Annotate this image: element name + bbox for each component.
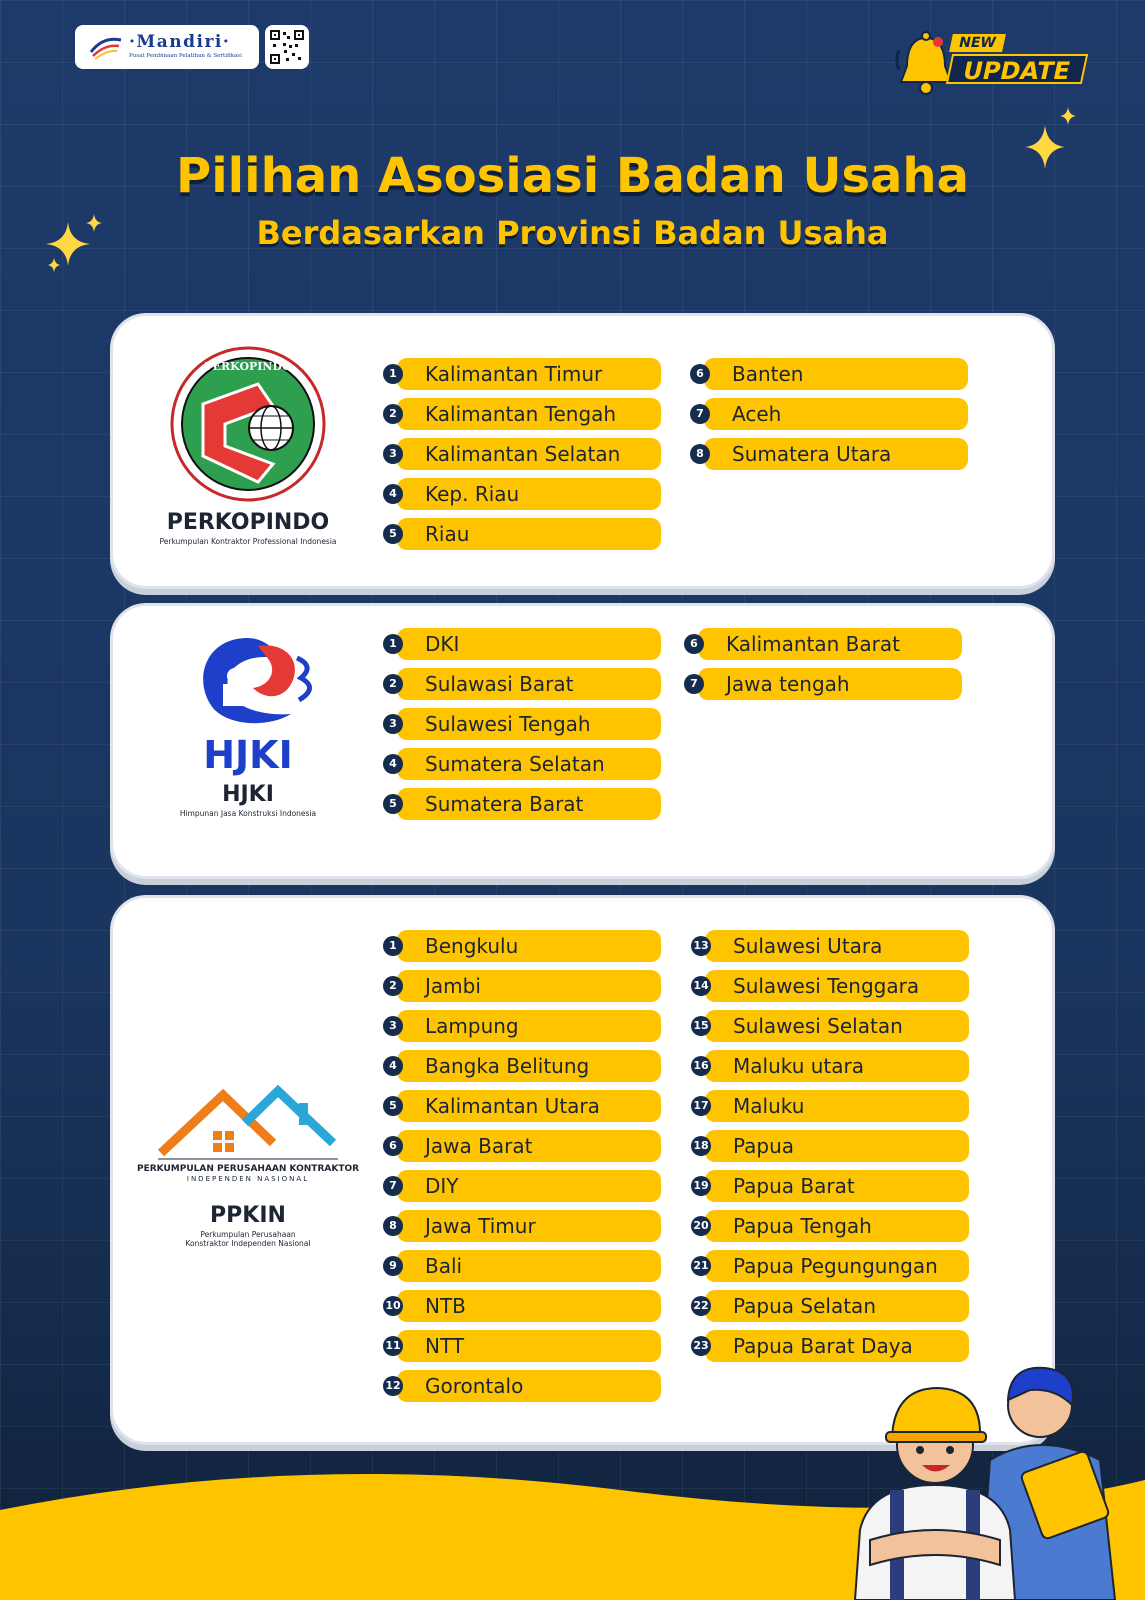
province-item: 6 Banten	[704, 358, 968, 390]
brand-logo	[75, 25, 259, 69]
province-item: 22 Papua Selatan	[705, 1290, 969, 1322]
page-subtitle: Berdasarkan Provinsi Badan Usaha	[256, 214, 889, 252]
province-item: 8 Sumatera Utara	[704, 438, 968, 470]
province-item: 6 Jawa Barat	[397, 1130, 661, 1162]
ppkin-logo	[136, 1083, 360, 1248]
province-list-col-2	[696, 358, 968, 478]
association-name: HJKI	[222, 782, 274, 807]
province-item: 18 Papua	[705, 1130, 969, 1162]
ppkin-house-icon	[136, 1083, 360, 1183]
province-item: 21 Papua Pegungungan	[705, 1250, 969, 1282]
province-item: 3 Sulawesi Tengah	[397, 708, 661, 740]
province-item: 5 Sumatera Barat	[397, 788, 661, 820]
province-item: 3 Lampung	[397, 1010, 661, 1042]
province-item: 5 Kalimantan Utara	[397, 1090, 661, 1122]
province-item: 7 Jawa tengah	[698, 668, 962, 700]
association-name: PERKOPINDO	[166, 510, 330, 535]
province-item: 15 Sulawesi Selatan	[705, 1010, 969, 1042]
construction-workers-illustration	[850, 1360, 1125, 1600]
brand-tagline: Pusat Pembinaan Pelatihan & Sertifikasi	[129, 53, 242, 60]
province-item: 2 Sulawasi Barat	[397, 668, 661, 700]
qr-code-icon[interactable]	[265, 25, 309, 69]
province-item: 7 DIY	[397, 1170, 661, 1202]
hjki-logo-text: HJKI	[203, 733, 293, 777]
perkopindo-logo	[143, 346, 353, 546]
province-item: 1 Kalimantan Timur	[397, 358, 661, 390]
province-item: 7 Aceh	[704, 398, 968, 430]
province-list-col-1	[385, 930, 661, 1410]
new-update-badge	[893, 30, 1098, 100]
province-item: 19 Papua Barat	[705, 1170, 969, 1202]
brand-name: ·Mandiri·	[129, 32, 231, 53]
badge-update-label: UPDATE	[946, 54, 1088, 84]
association-full-name: Perkumpulan Perusahaan Konstraktor Independen Nasional	[185, 1230, 311, 1248]
province-item: 1 DKI	[397, 628, 661, 660]
association-full-name: Perkumpulan Kontraktor Professional Indonesia	[159, 537, 337, 546]
province-item: 4 Bangka Belitung	[397, 1050, 661, 1082]
province-item: 8 Jawa Timur	[397, 1210, 661, 1242]
province-item: 9 Bali	[397, 1250, 661, 1282]
province-item: 3 Kalimantan Selatan	[397, 438, 661, 470]
province-item: 12 Gorontalo	[397, 1370, 661, 1402]
province-item: 1 Bengkulu	[397, 930, 661, 962]
province-item: 4 Kep. Riau	[397, 478, 661, 510]
province-item: 2 Jambi	[397, 970, 661, 1002]
badge-new-label: NEW	[949, 34, 1006, 52]
province-item: 17 Maluku	[705, 1090, 969, 1122]
perkopindo-ring-text: PERKOPINDO	[204, 360, 292, 373]
perkopindo-emblem-icon	[163, 346, 333, 506]
province-item: 14 Sulawesi Tenggara	[705, 970, 969, 1002]
province-item: 6 Kalimantan Barat	[698, 628, 962, 660]
ppkin-logo-line1: PERKUMPULAN PERUSAHAAN KONTRAKTOR	[136, 1164, 360, 1174]
province-item: 2 Kalimantan Tengah	[397, 398, 661, 430]
province-list-col-1	[389, 358, 661, 558]
province-item: 13 Sulawesi Utara	[705, 930, 969, 962]
province-item: 10 NTB	[397, 1290, 661, 1322]
ppkin-logo-line2: INDEPENDEN NASIONAL	[186, 1175, 310, 1183]
province-item: 23 Papua Barat Daya	[705, 1330, 969, 1362]
hjki-logo	[143, 628, 353, 818]
province-list-col-2	[690, 628, 962, 708]
association-name: PPKIN	[210, 1203, 286, 1228]
association-full-name: Himpunan Jasa Konstruksi Indonesia	[179, 809, 317, 818]
province-item: 11 NTT	[397, 1330, 661, 1362]
province-item: 4 Sumatera Selatan	[397, 748, 661, 780]
association-card-perkopindo	[110, 313, 1055, 589]
province-item: 16 Maluku utara	[705, 1050, 969, 1082]
hjki-emblem-icon	[173, 628, 323, 778]
province-item: 5 Riau	[397, 518, 661, 550]
page-title: Pilihan Asosiasi Badan Usaha	[176, 148, 969, 204]
association-card-hjki	[110, 603, 1055, 879]
province-list-col-1	[389, 628, 661, 828]
brand-swoosh-icon	[89, 34, 123, 60]
province-list-col-2	[693, 930, 969, 1370]
province-item: 20 Papua Tengah	[705, 1210, 969, 1242]
